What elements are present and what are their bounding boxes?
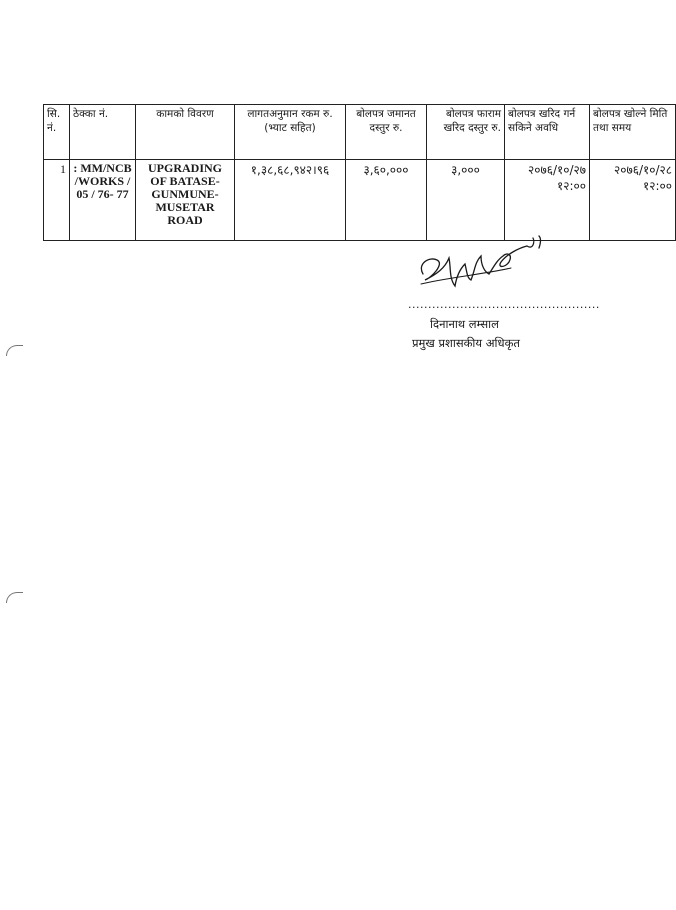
header-description: कामको विवरण [136,105,235,160]
cell-opening [590,160,676,241]
table-row [44,160,676,241]
header-contract-no: ठेक्का नं. [70,105,136,160]
cell-contract-no: : MM/NCB /WORKS / 05 / 76- 77 [70,160,136,241]
cell-estimated-cost: १,३८,६८,९४२।९६ [235,160,346,241]
opening-date: २०७६/१०/२८ [613,163,672,177]
cell-description: UPGRADING OF BATASE- GUNMUNE- MUSETAR ROAD [136,160,235,241]
purchase-deadline-time: १२:०० [556,179,586,193]
cell-form-fee: ३,००० [427,160,505,241]
header-opening-time: बोलपत्र खोल्ने मिति तथा समय [590,105,676,160]
punch-hole-mark [6,592,23,603]
handwritten-signature [415,234,555,298]
opening-time: १२:०० [642,179,672,193]
tender-table [43,104,676,241]
table-header-row [44,105,676,160]
cell-bid-security: ३,६०,००० [346,160,427,241]
signatory-name: दिनानाथ लम्साल [430,317,499,331]
signatory-title: प्रमुख प्रशासकीय अधिकृत [412,336,520,350]
purchase-deadline-date: २०७६/१०/२७ [527,163,586,177]
cell-serial: 1 [44,160,70,241]
header-purchase-period: बोलपत्र खरिद गर्न सकिने अवधि [505,105,590,160]
header-bid-security: बोलपत्र जमानत दस्तुर रु. [346,105,427,160]
header-form-fee: बोलपत्र फाराम खरिद दस्तुर रु. [427,105,505,160]
cell-purchase-deadline [505,160,590,241]
signature-line: ................................................ [408,298,600,311]
punch-hole-mark [6,345,23,356]
header-estimated-cost: लागतअनुमान रकम रु. (भ्याट सहित) [235,105,346,160]
header-serial: सि. नं. [44,105,70,160]
